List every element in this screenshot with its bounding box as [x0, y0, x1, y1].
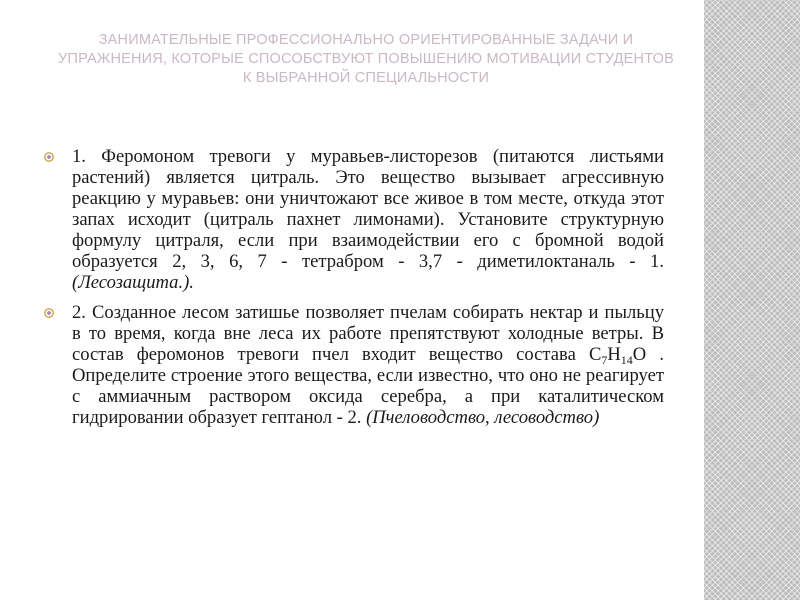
item-source: (Пчеловодство, лесоводство) [366, 407, 600, 428]
formula-h-count: 14 [620, 353, 633, 367]
item-number: 2. [72, 302, 86, 323]
item-text-before-formula: Созданное лесом затишье позволяет пчелам собирать нектар и пыльцу в то время, когда вне леса их работе препятствуют холодные ветры. В состав феромонов тревоги пчел входит вещество состава [72, 302, 664, 365]
formula-c-count: 7 [601, 353, 608, 367]
item-text: Феромоном тревоги у муравьев-листорезов (питаются листьями растений) является цитраль. Это вещество вызывает агрессивную реакцию у муравьев: они уничтожают все живое в том месте, откуда этот запах исходит (цитраль пахнет лимонами). Установите структурную формулу цитраля, если при взаимодействии его с бромной водой образуется 2, 3, 6, 7 - тетрабром - 3,7 - диметилоктаналь - 1. [72, 146, 665, 272]
item-source: (Лесозащита.). [72, 272, 194, 293]
circle-bullet-icon [44, 308, 54, 318]
item-number: 1. [72, 146, 86, 167]
formula-h: H [607, 344, 621, 365]
list-item-1 [44, 146, 664, 293]
formula-c: C [588, 344, 602, 365]
slide-content [44, 146, 664, 428]
item-text-after-formula: . Определите строение этого вещества, если известно, что оно не реагирует с аммиачным раствором оксида серебра, а при каталитическом гидрировании образует гептанол - 2. [72, 344, 664, 428]
list-item-2 [44, 302, 664, 428]
formula-o: O [632, 344, 647, 365]
slide-title: ЗАНИМАТЕЛЬНЫЕ ПРОФЕССИОНАЛЬНО ОРИЕНТИРОВАННЫЕ ЗАДАЧИ И УПРАЖНЕНИЯ, КОТОРЫЕ СПОСОБСТВУЮТ ПОВЫШЕНИЮ МОТИВАЦИИ СТУДЕНТОВ К ВЫБРАННОЙ СПЕЦИАЛЬНОСТИ [58, 32, 674, 86]
chemical-formula [589, 344, 646, 365]
decorative-side-band [704, 0, 800, 600]
circle-bullet-icon [44, 152, 54, 162]
